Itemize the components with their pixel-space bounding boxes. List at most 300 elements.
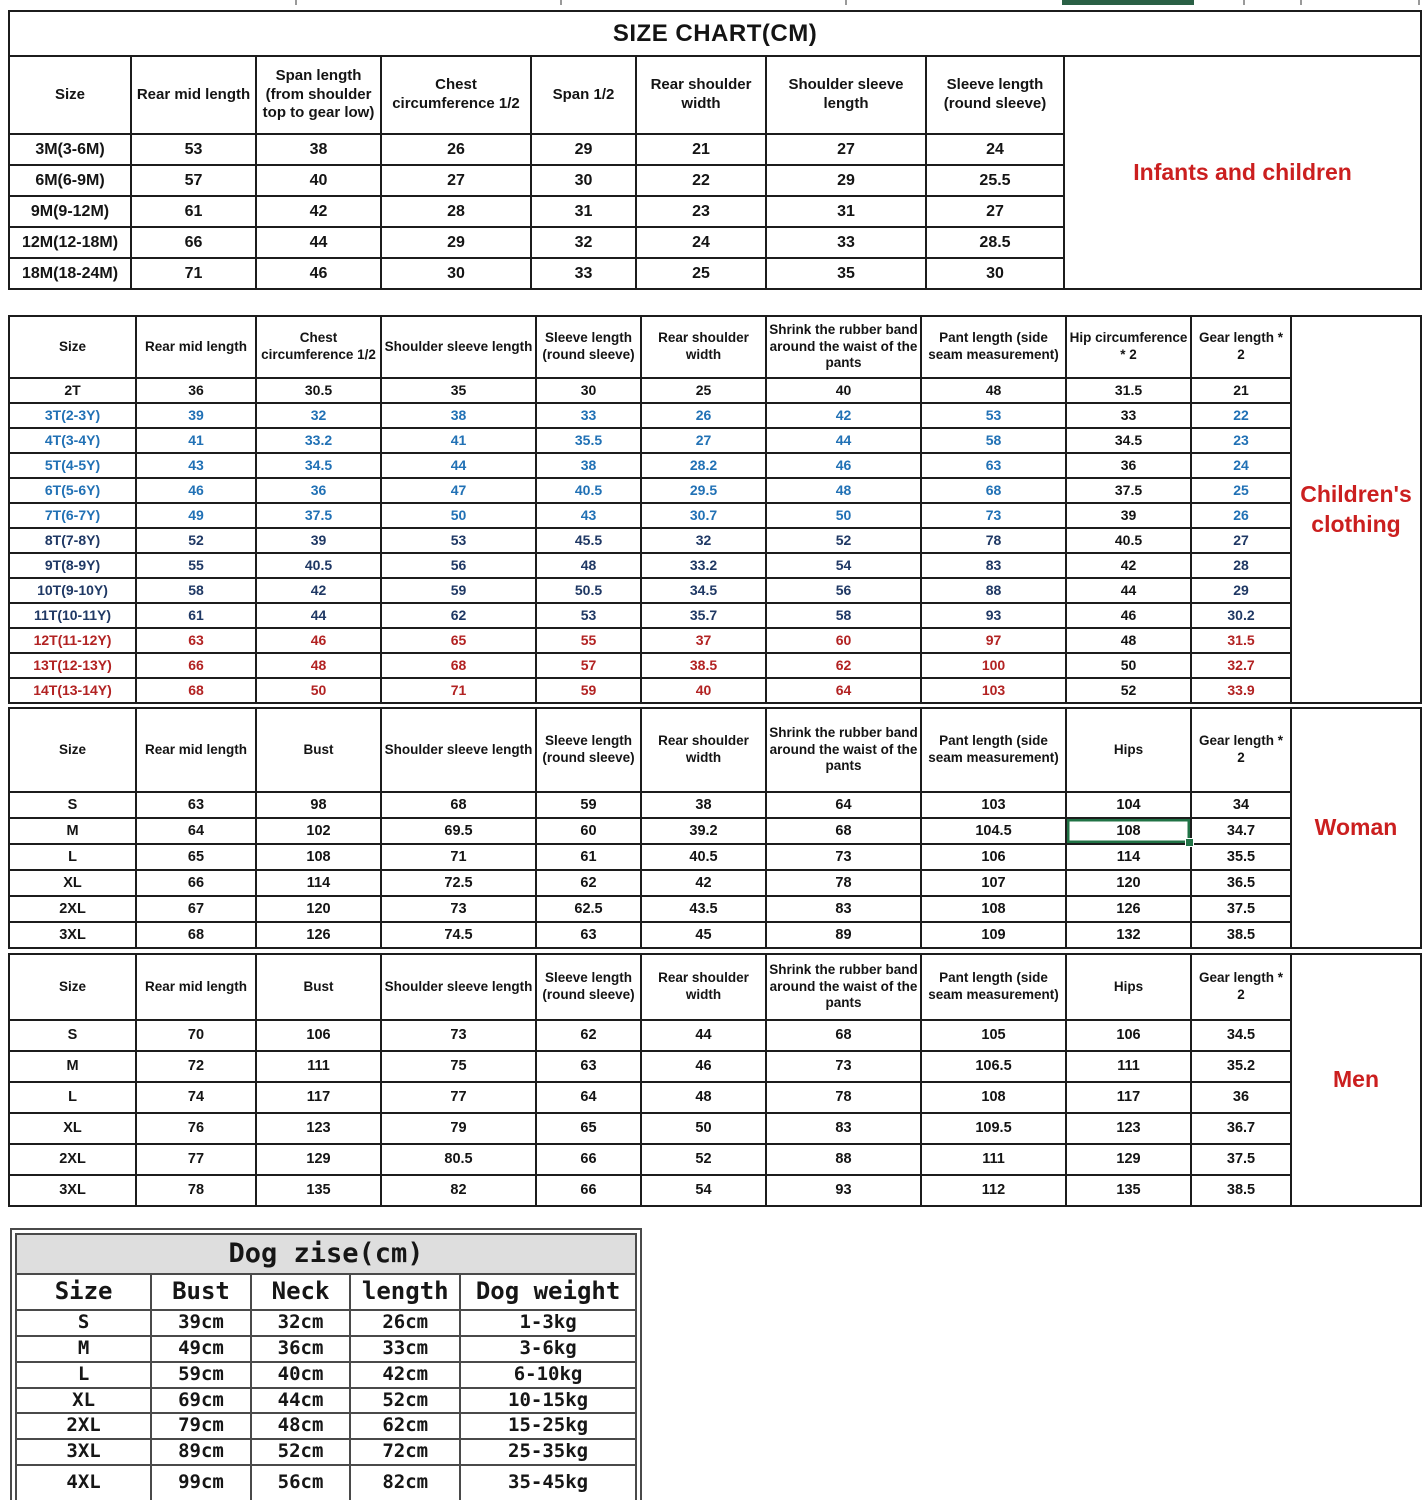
table-cell: 63 [536,922,641,948]
table-cell: 83 [766,896,921,922]
grid-tick [1418,0,1420,5]
table-row [9,478,1421,503]
table-cell: 46 [136,478,256,503]
table-header-row [9,56,1421,134]
column-header: Rear shoulder width [641,954,766,1020]
table-cell: 34.5 [1191,1020,1291,1051]
table-cell: 104 [1066,792,1191,818]
column-header: length [350,1274,460,1310]
table-cell: 69cm [151,1388,251,1414]
table-cell: 88 [766,1144,921,1175]
table-cell: 38.5 [1191,1175,1291,1206]
table-cell: 44 [256,227,381,258]
table-cell: 52 [641,1144,766,1175]
table-cell: 58 [766,603,921,628]
table-cell: 117 [256,1082,381,1113]
table-cell: 30 [381,258,531,289]
table-cell: 13T(12-13Y) [9,653,136,678]
table-cell: 34 [1191,792,1291,818]
table-row [9,503,1421,528]
table-cell: 59cm [151,1362,251,1388]
table-cell: 40.5 [256,553,381,578]
table-cell: 50 [766,503,921,528]
table-cell: 56 [766,578,921,603]
column-header: Pant length (side seam measurement) [921,954,1066,1020]
table-row [16,1439,636,1465]
table-cell: 37.5 [1066,478,1191,503]
table-cell: 36.7 [1191,1113,1291,1144]
table-cell: 71 [381,678,536,703]
table-cell: S [9,792,136,818]
table-row [9,428,1421,453]
table-cell: 28.5 [926,227,1064,258]
table-cell: 72.5 [381,870,536,896]
table-cell: 12M(12-18M) [9,227,131,258]
table-cell: 77 [136,1144,256,1175]
table-cell: S [16,1310,151,1336]
table-row [9,628,1421,653]
table-cell: 82cm [350,1465,460,1500]
table-title: Dog zise(cm) [16,1234,636,1274]
table-cell: 78 [136,1175,256,1206]
table-cell: 43 [536,503,641,528]
table-row [16,1388,636,1414]
table-cell: 102 [256,818,381,844]
table-cell: 9M(9-12M) [9,196,131,227]
table-cell: 42 [641,870,766,896]
table-row [9,792,1421,818]
table-cell: 35.2 [1191,1051,1291,1082]
table-cell: 82 [381,1175,536,1206]
table-cell: 105 [921,1020,1066,1051]
column-header: Gear length * 2 [1191,316,1291,378]
table-cell: 71 [381,844,536,870]
table-cell: 65 [536,1113,641,1144]
column-header: Rear mid length [136,316,256,378]
table-cell: 68 [136,678,256,703]
column-header: Pant length (side seam measurement) [921,316,1066,378]
table-cell: 73 [766,844,921,870]
table-cell: 3-6kg [460,1336,636,1362]
table-cell: 27 [766,134,926,165]
table-row [9,378,1421,403]
column-header: Hips [1066,708,1191,792]
table-cell: 26cm [350,1310,460,1336]
table-cell: 24 [1191,453,1291,478]
table-cell: M [9,818,136,844]
table-cell: 74 [136,1082,256,1113]
table-cell: M [9,1051,136,1082]
table-cell: 44 [1066,578,1191,603]
table-cell: 42 [766,403,921,428]
grid-tick [1243,0,1245,5]
table-cell: 35.7 [641,603,766,628]
table-cell: 34.7 [1191,818,1291,844]
table-cell: 66 [536,1175,641,1206]
table-cell: 66 [536,1144,641,1175]
column-header: Span 1/2 [531,56,636,134]
table-cell: 33 [531,258,636,289]
column-header: Chest circumference 1/2 [256,316,381,378]
table-cell: 59 [381,578,536,603]
column-header: Shoulder sleeve length [766,56,926,134]
table-cell: 99cm [151,1465,251,1500]
table-cell: 52 [1066,678,1191,703]
table-cell: 35 [766,258,926,289]
table-cell: 31.5 [1066,378,1191,403]
table-cell: 46 [766,453,921,478]
table-cell: 97 [921,628,1066,653]
table-cell: 48cm [251,1413,351,1439]
table-cell: 35.5 [536,428,641,453]
table-cell: 76 [136,1113,256,1144]
table-cell: 46 [256,258,381,289]
column-header: Hips [1066,954,1191,1020]
table-cell: 38.5 [1191,922,1291,948]
table-cell: 2XL [16,1413,151,1439]
table-cell: 59 [536,792,641,818]
table-cell: 25-35kg [460,1439,636,1465]
table-cell: 46 [1066,603,1191,628]
table-cell: 36 [1191,1082,1291,1113]
table-cell: 108 [921,1082,1066,1113]
table-cell: 77 [381,1082,536,1113]
table-row [9,403,1421,428]
table-cell: 123 [1066,1113,1191,1144]
table-cell: 111 [256,1051,381,1082]
table-cell: 61 [136,603,256,628]
table-cell: 2XL [9,896,136,922]
table-cell: 37.5 [1191,1144,1291,1175]
table-cell: 53 [921,403,1066,428]
table-cell: 107 [921,870,1066,896]
table-row [9,844,1421,870]
table-cell: 112 [921,1175,1066,1206]
table-cell: 21 [636,134,766,165]
table-row [9,528,1421,553]
table-cell: 27 [381,165,531,196]
table-cell: 38 [641,792,766,818]
table-cell: 22 [636,165,766,196]
table-cell: 63 [536,1051,641,1082]
table-cell: 53 [381,528,536,553]
table-cell: 3M(3-6M) [9,134,131,165]
side-label: Men [1291,954,1421,1206]
table-cell: 10T(9-10Y) [9,578,136,603]
table-cell: 3XL [16,1439,151,1465]
table-cell: 28.2 [641,453,766,478]
infants-size-table [8,10,1422,290]
table-row [9,818,1421,844]
table-cell: 3T(2-3Y) [9,403,136,428]
table-cell: 4T(3-4Y) [9,428,136,453]
table-cell: 88 [921,578,1066,603]
table-cell: 52 [136,528,256,553]
table-cell: 21 [1191,378,1291,403]
column-header: Chest circumference 1/2 [381,56,531,134]
table-cell: 48 [641,1082,766,1113]
column-header: Size [9,708,136,792]
table-cell: 66 [131,227,256,258]
table-cell: 27 [1191,528,1291,553]
column-header: Sleeve length (round sleeve) [536,316,641,378]
table-cell: 3XL [9,922,136,948]
table-cell: 103 [921,678,1066,703]
table-cell: 53 [536,603,641,628]
table-cell: 37.5 [1191,896,1291,922]
table-cell: 24 [926,134,1064,165]
table-cell: 73 [766,1051,921,1082]
table-header-row [9,954,1421,1020]
table-row [9,1020,1421,1051]
table-cell: 46 [641,1051,766,1082]
table-cell: 29 [1191,578,1291,603]
table-cell: 135 [1066,1175,1191,1206]
table-cell: 40 [256,165,381,196]
table-cell: 36 [136,378,256,403]
table-row [9,922,1421,948]
table-cell: 40 [641,678,766,703]
table-row [9,1144,1421,1175]
column-header: Shoulder sleeve length [381,708,536,792]
table-cell: 89cm [151,1439,251,1465]
table-cell: 14T(13-14Y) [9,678,136,703]
table-cell: 30.5 [256,378,381,403]
column-header: Size [9,56,131,134]
table-cell: 42 [256,578,381,603]
side-label: Infants and children [1064,56,1421,289]
table-cell: 66 [136,653,256,678]
table-cell: 135 [256,1175,381,1206]
table-cell: 35.5 [1191,844,1291,870]
table-cell: 69.5 [381,818,536,844]
table-cell: 30 [536,378,641,403]
table-cell: 79 [381,1113,536,1144]
table-cell: 62 [536,1020,641,1051]
table-cell: 33.9 [1191,678,1291,703]
table-cell: 36 [1066,453,1191,478]
table-cell: 30 [926,258,1064,289]
table-cell: 27 [926,196,1064,227]
grid-tick [845,0,847,5]
table-cell: 50 [1066,653,1191,678]
table-cell: 24 [636,227,766,258]
table-cell: 8T(7-8Y) [9,528,136,553]
men-size-table [8,953,1422,1207]
table-row [9,1113,1421,1144]
table-cell: 60 [536,818,641,844]
table-cell: 57 [536,653,641,678]
table-cell: 73 [921,503,1066,528]
table-cell: 109 [921,922,1066,948]
column-header: Neck [251,1274,351,1310]
table-cell: 36.5 [1191,870,1291,896]
table-cell: 62cm [350,1413,460,1439]
table-cell: 104.5 [921,818,1066,844]
table-cell: 26 [381,134,531,165]
table-cell: 55 [536,628,641,653]
table-cell: 75 [381,1051,536,1082]
table-cell: 83 [766,1113,921,1144]
table-cell: 108 [1066,818,1191,844]
table-cell: 42 [256,196,381,227]
table-cell: 6T(5-6Y) [9,478,136,503]
table-cell: 39cm [151,1310,251,1336]
side-label: Children's clothing [1291,316,1421,703]
table-cell: 111 [1066,1051,1191,1082]
table-row [16,1413,636,1439]
table-cell: 79cm [151,1413,251,1439]
table-cell: 62.5 [536,896,641,922]
table-cell: 52 [766,528,921,553]
table-cell: 33 [766,227,926,258]
table-cell: 48 [766,478,921,503]
table-cell: 6M(6-9M) [9,165,131,196]
table-row [9,870,1421,896]
table-cell: XL [16,1388,151,1414]
table-cell: 18M(18-24M) [9,258,131,289]
table-cell: 33 [1066,403,1191,428]
column-header: Span length (from shoulder top to gear low) [256,56,381,134]
table-cell: 39 [1066,503,1191,528]
table-cell: 32 [641,528,766,553]
table-cell: 11T(10-11Y) [9,603,136,628]
table-cell: 72 [136,1051,256,1082]
table-cell: 33.2 [256,428,381,453]
table-cell: 36cm [251,1336,351,1362]
table-cell: 38 [381,403,536,428]
table-cell: 48 [536,553,641,578]
table-cell: 30.2 [1191,603,1291,628]
table-cell: 59 [536,678,641,703]
table-cell: XL [9,1113,136,1144]
column-header: Gear length * 2 [1191,954,1291,1020]
table-cell: 93 [766,1175,921,1206]
table-cell: 71 [131,258,256,289]
table-header-row [9,316,1421,378]
table-cell: 65 [136,844,256,870]
table-cell: 57 [131,165,256,196]
table-cell: 78 [766,1082,921,1113]
table-cell: 123 [256,1113,381,1144]
table-cell: 31 [531,196,636,227]
table-cell: 26 [641,403,766,428]
women-size-table [8,707,1422,949]
column-header: Rear mid length [136,708,256,792]
table-row [16,1336,636,1362]
table-cell: 61 [536,844,641,870]
table-row [16,1465,636,1500]
column-header: Rear mid length [131,56,256,134]
table-cell: 62 [766,653,921,678]
table-cell: 9T(8-9Y) [9,553,136,578]
table-cell: 64 [766,678,921,703]
column-header: Rear mid length [136,954,256,1020]
table-cell: 78 [766,870,921,896]
table-cell: 106.5 [921,1051,1066,1082]
table-cell: 58 [136,578,256,603]
table-cell: 29 [531,134,636,165]
table-cell: 32.7 [1191,653,1291,678]
column-header: Pant length (side seam measurement) [921,708,1066,792]
table-cell: 114 [256,870,381,896]
table-row [9,578,1421,603]
table-cell: 93 [921,603,1066,628]
table-cell: 54 [766,553,921,578]
table-cell: 108 [921,896,1066,922]
table-cell: 42cm [350,1362,460,1388]
table-cell: 41 [136,428,256,453]
table-row [9,1175,1421,1206]
table-cell: 117 [1066,1082,1191,1113]
table-cell: 40.5 [1066,528,1191,553]
top-green-bar [1062,0,1194,5]
table-header-row [16,1274,636,1310]
table-cell: 47 [381,478,536,503]
table-cell: 66 [136,870,256,896]
table-cell: L [16,1362,151,1388]
table-cell: 68 [766,1020,921,1051]
table-cell: 62 [381,603,536,628]
table-cell: 34.5 [641,578,766,603]
table-cell: 50.5 [536,578,641,603]
table-cell: 44cm [251,1388,351,1414]
table-cell: 35 [381,378,536,403]
table-cell: 53 [131,134,256,165]
table-cell: M [16,1336,151,1362]
table-cell: 39.2 [641,818,766,844]
table-cell: 68 [381,653,536,678]
table-cell: 40cm [251,1362,351,1388]
table-cell: 33 [536,403,641,428]
table-cell: 40 [766,378,921,403]
dog-size-table-frame [10,1228,642,1500]
table-cell: 106 [921,844,1066,870]
table-cell: 29 [381,227,531,258]
table-cell: 111 [921,1144,1066,1175]
table-cell: 32 [256,403,381,428]
table-cell: 3XL [9,1175,136,1206]
table-cell: 30 [531,165,636,196]
table-cell: 43.5 [641,896,766,922]
grid-tick [1300,0,1302,5]
table-cell: 80.5 [381,1144,536,1175]
table-cell: 42 [1066,553,1191,578]
column-header: Shoulder sleeve length [381,954,536,1020]
table-cell: 44 [766,428,921,453]
table-cell: 63 [136,792,256,818]
table-cell: 41 [381,428,536,453]
grid-tick [560,0,562,5]
table-cell: 37.5 [256,503,381,528]
table-cell: 15-25kg [460,1413,636,1439]
table-cell: 64 [536,1082,641,1113]
table-cell: 28 [1191,553,1291,578]
table-cell: 2XL [9,1144,136,1175]
table-cell: 31.5 [1191,628,1291,653]
table-cell: 22 [1191,403,1291,428]
table-cell: 38 [256,134,381,165]
column-header: Sleeve length (round sleeve) [536,708,641,792]
table-cell: 106 [256,1020,381,1051]
table-cell: 10-15kg [460,1388,636,1414]
table-cell: 27 [641,428,766,453]
table-cell: 56cm [251,1465,351,1500]
table-cell: 126 [256,922,381,948]
table-cell: 29 [766,165,926,196]
table-cell: 43 [136,453,256,478]
column-header: Bust [151,1274,251,1310]
